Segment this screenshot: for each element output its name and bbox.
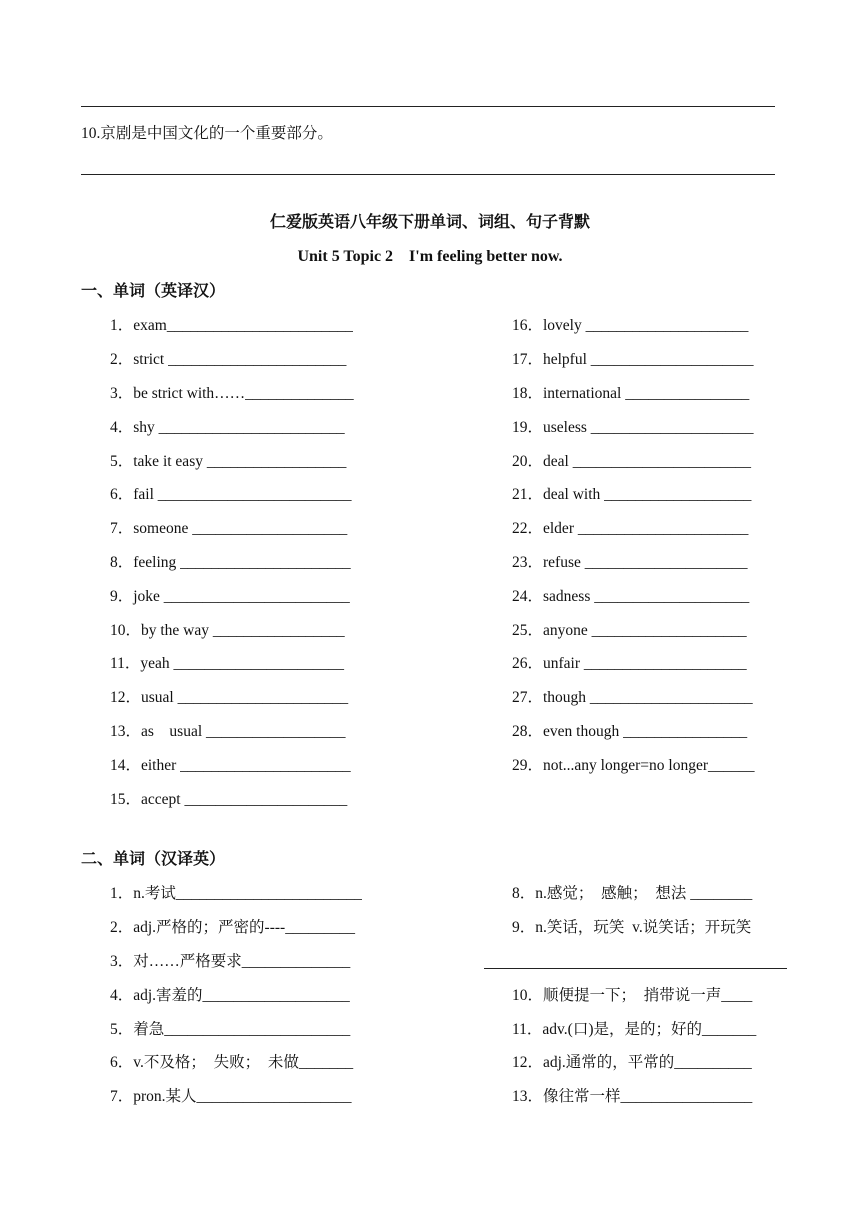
answer-line	[81, 174, 775, 175]
list-item: 16．lovely _____________________	[512, 317, 749, 334]
list-item: 7．someone ____________________	[110, 520, 348, 537]
list-item: 17．helpful _____________________	[512, 351, 754, 368]
section-heading-2: 二、单词（汉译英）	[81, 851, 226, 868]
list-item: 28．even though ________________	[512, 723, 748, 740]
list-item: 18．international ________________	[512, 385, 750, 402]
list-item: 5．着急________________________	[110, 1021, 351, 1038]
list-item: 14．either ______________________	[110, 757, 351, 774]
list-item: 15．accept _____________________	[110, 791, 348, 808]
list-item: 21．deal with ___________________	[512, 486, 752, 503]
list-item: 4．adj.害羞的___________________	[110, 987, 350, 1004]
list-item: 11．adv.(口)是，是的；好的_______	[512, 1021, 757, 1038]
list-item: 22．elder ______________________	[512, 520, 749, 537]
list-item: 23．refuse _____________________	[512, 554, 748, 571]
list-item: 2．adj.严格的；严密的----_________	[110, 919, 355, 936]
list-item: 8．feeling ______________________	[110, 554, 351, 571]
list-item: 13．as usual __________________	[110, 723, 346, 740]
list-item: 24．sadness ____________________	[512, 588, 750, 605]
answer-line	[81, 106, 775, 107]
list-item: 12．adj.通常的，平常的__________	[512, 1054, 752, 1071]
page-subtitle: Unit 5 Topic 2 I'm feeling better now.	[297, 248, 563, 265]
list-item: 4．shy ________________________	[110, 419, 345, 436]
list-item: 1．n.考试________________________	[110, 885, 362, 902]
list-item: 6．v.不及格； 失败； 未做_______	[110, 1054, 354, 1071]
section-heading-1: 一、单词（英译汉）	[81, 283, 226, 300]
list-item: 2．strict _______________________	[110, 351, 347, 368]
list-item: 25．anyone ____________________	[512, 622, 747, 639]
list-item: 26．unfair _____________________	[512, 655, 747, 672]
list-item: 13．像往常一样_________________	[512, 1088, 753, 1105]
list-item: 11．yeah ______________________	[110, 655, 345, 672]
list-item: 20．deal _______________________	[512, 453, 751, 470]
list-item: 10．顺便提一下； 捎带说一声____	[512, 987, 753, 1004]
list-item: 9．joke ________________________	[110, 588, 350, 605]
list-item: 1．exam________________________	[110, 317, 353, 334]
list-item: 3．对……严格要求______________	[110, 953, 351, 970]
list-item: 10．by the way _________________	[110, 622, 345, 639]
list-item: 29．not...any longer=no longer______	[512, 757, 755, 774]
list-item: 19．useless _____________________	[512, 419, 754, 436]
list-item: 27．though _____________________	[512, 689, 753, 706]
list-item: 3．be strict with……______________	[110, 385, 354, 402]
answer-line	[484, 968, 787, 969]
list-item: 7．pron.某人____________________	[110, 1088, 352, 1105]
list-item: 9．n.笑话，玩笑 v.说笑话；开玩笑	[512, 919, 752, 936]
list-item: 5．take it easy __________________	[110, 453, 347, 470]
sentence-10: 10.京剧是中国文化的一个重要部分。	[81, 125, 333, 142]
list-item: 12．usual ______________________	[110, 689, 349, 706]
list-item: 8．n.感觉； 感触； 想法 ________	[512, 885, 753, 902]
page-title: 仁爱版英语八年级下册单词、词组、句子背默	[269, 214, 590, 231]
list-item: 6．fail _________________________	[110, 486, 352, 503]
